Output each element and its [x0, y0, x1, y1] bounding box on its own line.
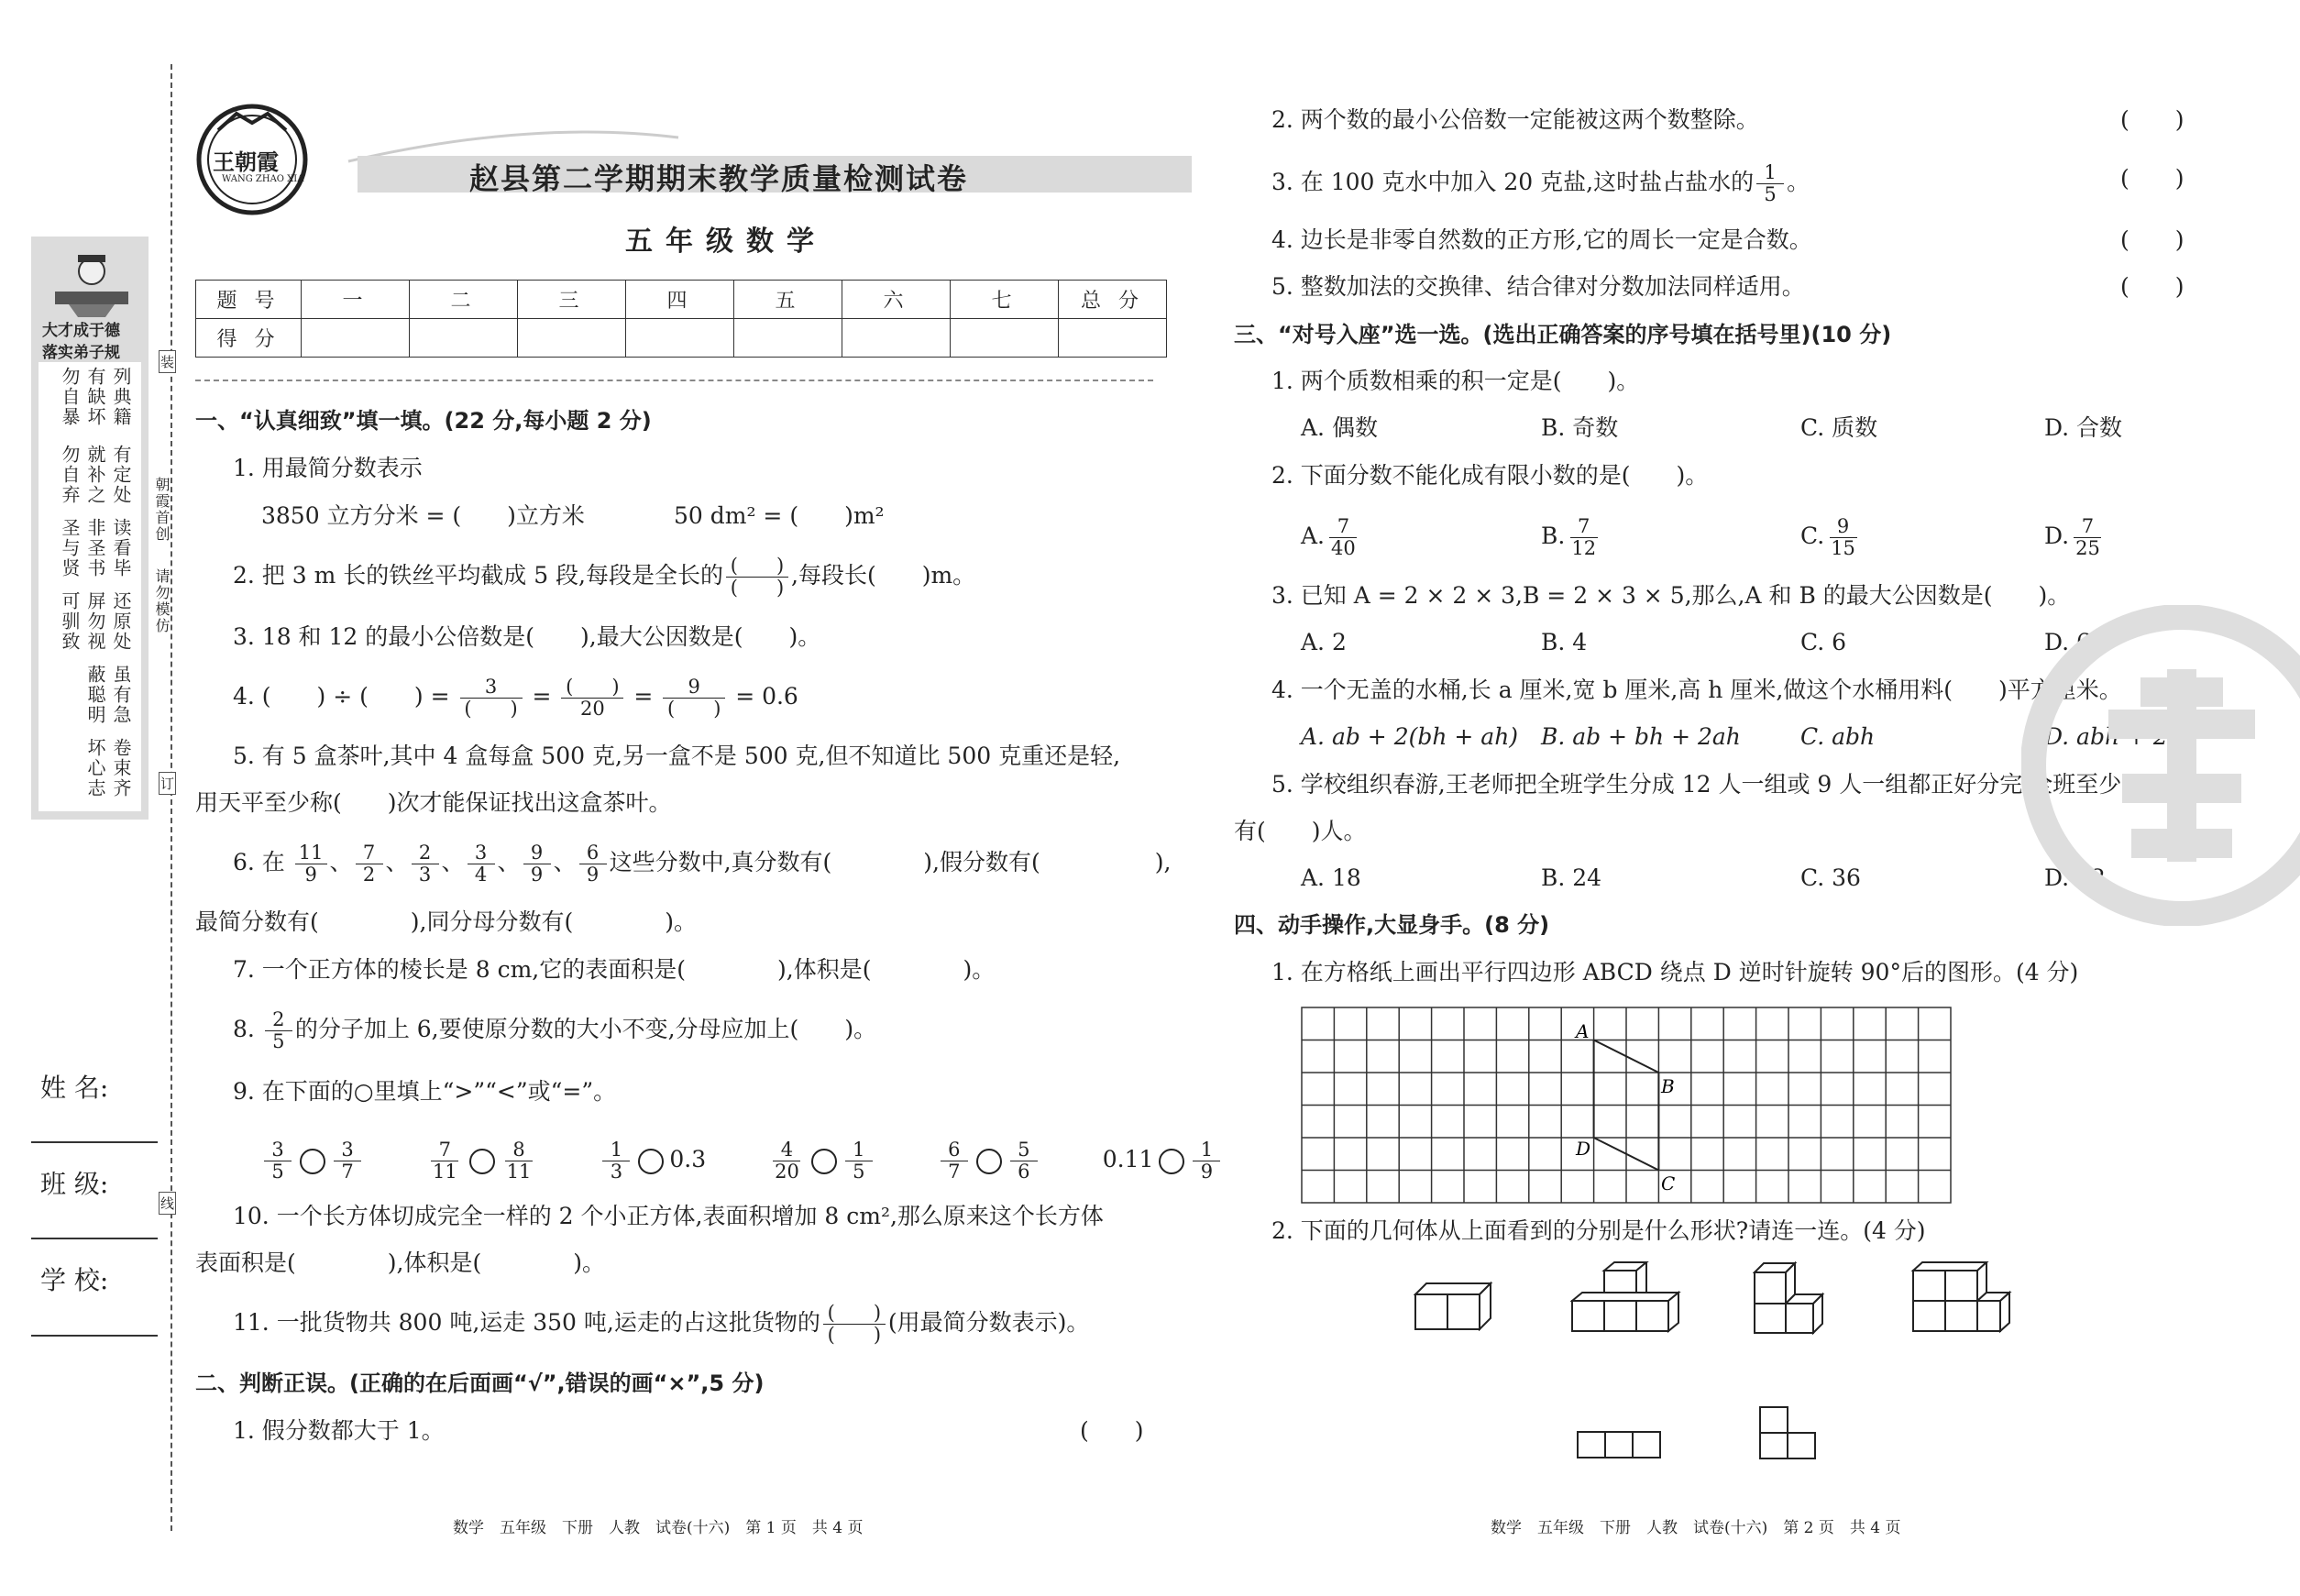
- school-field[interactable]: [31, 1335, 158, 1337]
- section-1-title: 一、“认真细致”填一填。(22 分,每小题 2 分): [195, 408, 652, 434]
- footer-left: 数学 五年级 下册 人教 试卷(十六) 第 1 页 共 4 页: [453, 1519, 864, 1537]
- score-header-cell: 三: [518, 281, 626, 319]
- fraction: $\frac{6}{9}$: [579, 842, 607, 886]
- blank-fraction[interactable]: ( ) ( ): [726, 556, 788, 599]
- top-view-2[interactable]: [1758, 1405, 1817, 1460]
- solid-figure-3[interactable]: [1753, 1261, 1826, 1335]
- score-table: [195, 280, 1167, 358]
- class-field[interactable]: [31, 1238, 158, 1239]
- option[interactable]: B. ab + bh + 2ah: [1541, 723, 1741, 750]
- compare-item: [426, 1139, 537, 1183]
- s1-q6-lead: 6. 在: [233, 849, 285, 875]
- solid-figure-4[interactable]: [1911, 1261, 2014, 1335]
- answer-paren[interactable]: ( ): [2120, 106, 2184, 133]
- s1-q1-line-b: 50 dm² = ( )m²: [674, 502, 885, 529]
- sidebar-col: 勿自弃: [59, 445, 81, 505]
- answer-paren[interactable]: ( ): [2120, 226, 2184, 253]
- sidebar-col: 勿自暴: [59, 367, 81, 427]
- sidebar-col: 非圣书: [84, 518, 106, 578]
- sidebar-note: 请勿模仿: [153, 568, 171, 634]
- binding-line: [171, 64, 172, 1531]
- s1-q6: [233, 842, 1171, 886]
- point-label: C: [1661, 1172, 1676, 1194]
- fraction: $\frac{1}{5}$: [1756, 162, 1784, 205]
- name-label: 姓 名:: [40, 1073, 109, 1103]
- separator: 、: [553, 849, 577, 875]
- point-label: A: [1576, 1020, 1590, 1042]
- point-label: D: [1576, 1138, 1591, 1160]
- sidebar-col: 读看毕: [110, 518, 132, 578]
- fraction: $\frac{6}{7}$: [941, 1139, 968, 1183]
- fraction: $\frac{1}{5}$: [845, 1139, 873, 1183]
- s1-q4-lead: 4. ( ) ÷ ( ) =: [233, 683, 450, 710]
- score-cell[interactable]: [410, 319, 518, 358]
- fraction: $\frac{3}{4}$: [468, 842, 495, 886]
- option[interactable]: C. 6: [1800, 629, 1847, 655]
- sidebar-col: 卷束齐: [110, 738, 132, 798]
- compare-circle[interactable]: [638, 1149, 664, 1174]
- section-3-title: 三、“对号入座”选一选。(选出正确答案的序号填在括号里)(10 分): [1234, 322, 1892, 347]
- compare-circle[interactable]: [811, 1149, 837, 1174]
- s1-q11-tail: (用最简分数表示)。: [887, 1309, 1090, 1336]
- s4-q2: 2. 下面的几何体从上面看到的分别是什么形状?请连一连。(4 分): [1271, 1217, 1926, 1244]
- s1-q2-tail: ,每段长( )m。: [791, 562, 976, 589]
- fraction: $\frac{4}{20}$: [775, 1139, 799, 1183]
- s1-q6-line2: 最简分数有( ),同分母分数有( )。: [195, 908, 697, 935]
- seal-char: 装: [159, 350, 176, 373]
- seal-char: 订: [159, 772, 176, 795]
- top-view-1[interactable]: [1576, 1430, 1662, 1459]
- fraction: $\frac{7}{11}$: [432, 1139, 457, 1183]
- score-table-score-row: [196, 319, 1167, 358]
- s1-q5-line1: 5. 有 5 盒茶叶,其中 4 盒每盒 500 克,另一盒不是 500 克,但不知道比 500 克重还是轻,: [233, 743, 1121, 769]
- option[interactable]: C. 质数: [1800, 414, 1878, 441]
- separator: 、: [441, 849, 465, 875]
- s1-q9-items: [261, 1139, 1223, 1183]
- fraction: $\frac{1}{3}$: [602, 1139, 630, 1183]
- option[interactable]: A. ab + 2(bh + ah): [1301, 723, 1519, 750]
- fraction: $\frac{2}{3}$: [412, 842, 439, 886]
- option[interactable]: C. $\frac{9}{15}$: [1800, 515, 1855, 559]
- score-header-cell: 六: [842, 281, 951, 319]
- s3-q1: 1. 两个质数相乘的积一定是( )。: [1271, 368, 1640, 394]
- sidebar-col: 就补之: [84, 445, 106, 505]
- subject-title: 五年级数学: [625, 226, 827, 258]
- s1-q10-line2: 表面积是( ),体积是( )。: [195, 1249, 605, 1276]
- sidebar-col: 列典籍: [110, 367, 132, 427]
- s2-item-1: 1. 假分数都大于 1。: [233, 1417, 445, 1444]
- s1-q1: 1. 用最简分数表示: [233, 455, 423, 481]
- s1-q8: [233, 1009, 876, 1052]
- s4-q1: 1. 在方格纸上画出平行四边形 ABCD 绕点 D 逆时针旋转 90°后的图形。(4 分): [1271, 959, 2079, 985]
- header-divider: [195, 380, 1153, 381]
- s1-q8-lead: 8.: [233, 1016, 255, 1042]
- sidebar-col: 屏勿视: [84, 591, 106, 652]
- compare-circle[interactable]: [469, 1149, 495, 1174]
- s3-q4: 4. 一个无盖的水桶,长 a 厘米,宽 b 厘米,高 h 厘米,做这个水桶用料( )平方厘米。: [1271, 677, 2122, 703]
- compare-circle[interactable]: [976, 1149, 1002, 1174]
- option[interactable]: A. 18: [1301, 864, 1361, 891]
- s1-q2: [233, 556, 975, 599]
- answer-paren[interactable]: ( ): [1080, 1417, 1144, 1444]
- score-cell[interactable]: [518, 319, 626, 358]
- option[interactable]: A. $\frac{7}{40}$: [1301, 515, 1356, 559]
- score-cell[interactable]: [1059, 319, 1167, 358]
- s2-item-2: 2. 两个数的最小公倍数一定能被这两个数整除。: [1271, 106, 1759, 133]
- class-label: 班 级:: [40, 1169, 109, 1199]
- s3-q5-line2: 有( )人。: [1234, 818, 1367, 844]
- s1-q8-tail: 的分子加上 6,要使原分数的大小不变,分母应加上( )。: [294, 1016, 877, 1042]
- fraction: $\frac{1}{9}$: [1193, 1139, 1220, 1183]
- separator: 、: [329, 849, 353, 875]
- compare-item: [768, 1139, 875, 1183]
- score-header-cell: 二: [410, 281, 518, 319]
- score-header-cell: 一: [302, 281, 410, 319]
- sidebar-col: 圣与贤: [59, 518, 81, 578]
- sidebar-col: 有缺坏: [84, 367, 106, 427]
- fraction: $\frac{7}{2}$: [356, 842, 383, 886]
- score-header-cell: 七: [951, 281, 1059, 319]
- logo-subtext: WANG ZHAO XIA: [222, 174, 304, 184]
- school-label: 学 校:: [40, 1265, 109, 1295]
- option[interactable]: D. 72: [2044, 864, 2106, 891]
- fraction: ( ) 20: [561, 677, 623, 720]
- option[interactable]: B. 4: [1541, 629, 1588, 655]
- grid-paper[interactable]: [1301, 1007, 1953, 1206]
- s1-q4-tail: = 0.6: [735, 683, 798, 710]
- compare-value: 0.3: [669, 1146, 707, 1172]
- compare-item: [261, 1139, 364, 1183]
- equals-sign: =: [532, 683, 552, 710]
- sidebar-col: 虽有急: [110, 665, 132, 725]
- solid-figure-1[interactable]: [1414, 1276, 1496, 1331]
- compare-item: [938, 1139, 1040, 1183]
- s2-item-3: [1271, 162, 1810, 205]
- option[interactable]: A. 2: [1301, 629, 1347, 655]
- score-header-cell: 总 分: [1059, 281, 1167, 319]
- option[interactable]: D. $\frac{7}{25}$: [2044, 515, 2100, 559]
- option[interactable]: D. 合数: [2044, 414, 2123, 441]
- section-2-title: 二、判断正误。(正确的在后面画“√”,错误的画“×”,5 分): [195, 1370, 765, 1396]
- compare-value: 0.11: [1102, 1146, 1154, 1172]
- name-field[interactable]: [31, 1141, 158, 1143]
- s2-item-4: 4. 边长是非零自然数的正方形,它的周长一定是合数。: [1271, 226, 1812, 253]
- sidebar-col: 可驯致: [59, 591, 81, 652]
- s2-item-3-text: 3. 在 100 克水中加入 20 克盐,这时盐占盐水的: [1271, 169, 1755, 195]
- option[interactable]: B. $\frac{7}{12}$: [1541, 515, 1597, 559]
- score-cell[interactable]: [302, 319, 410, 358]
- s1-q3: 3. 18 和 12 的最小公倍数是( ),最大公因数是( )。: [233, 623, 821, 650]
- score-cell[interactable]: [842, 319, 951, 358]
- s2-item-5: 5. 整数加法的交换律、结合律对分数加法同样适用。: [1271, 273, 1805, 300]
- score-header-cell: 五: [734, 281, 842, 319]
- compare-item: [600, 1139, 707, 1183]
- option[interactable]: C. abh: [1800, 723, 1876, 750]
- s1-q4: [233, 677, 798, 720]
- score-table-header-row: [196, 281, 1167, 319]
- s1-q11-text: 11. 一批货物共 800 吨,运走 350 吨,运走的占这批货物的: [233, 1309, 820, 1336]
- s1-q7: 7. 一个正方体的棱长是 8 cm,它的表面积是( ),体积是( )。: [233, 956, 996, 983]
- compare-circle[interactable]: [1159, 1149, 1184, 1174]
- fraction: $\frac{2}{5}$: [265, 1009, 292, 1052]
- option[interactable]: B. 24: [1541, 864, 1602, 891]
- separator: 、: [497, 849, 521, 875]
- compare-circle[interactable]: [300, 1149, 325, 1174]
- fraction: $\frac{11}{9}$: [295, 842, 327, 886]
- score-header-cell: 四: [626, 281, 734, 319]
- fraction: 9 ( ): [663, 677, 725, 720]
- option[interactable]: D. 60: [2044, 629, 2106, 655]
- watermark-seal: [2021, 605, 2300, 926]
- sidebar-slogan-1: 大才成于德: [42, 322, 120, 340]
- sidebar-col: 还原处: [110, 591, 132, 652]
- s3-q2: 2. 下面分数不能化成有限小数的是( )。: [1271, 462, 1709, 489]
- sidebar-col: 蔽聪明: [84, 665, 106, 725]
- s1-q5-line2: 用天平至少称( )次才能保证找出这盒茶叶。: [195, 789, 672, 816]
- scholar-illustration: [50, 246, 133, 319]
- s1-q11: [233, 1303, 1089, 1346]
- score-cell[interactable]: [951, 319, 1059, 358]
- score-cell[interactable]: [734, 319, 842, 358]
- fraction: 3 ( ): [460, 677, 523, 720]
- footer-right: 数学 五年级 下册 人教 试卷(十六) 第 2 页 共 4 页: [1491, 1519, 1901, 1537]
- score-row-label: 得 分: [196, 319, 302, 358]
- score-cell[interactable]: [626, 319, 734, 358]
- section-4-title: 四、动手操作,大显身手。(8 分): [1234, 912, 1550, 938]
- s1-q1-line-a: 3850 立方分米 = ( )立方米: [261, 502, 585, 529]
- fraction: $\frac{3}{5}$: [264, 1139, 292, 1183]
- exam-title: 赵县第二学期期末教学质量检测试卷: [469, 161, 969, 196]
- compare-item: [1102, 1139, 1224, 1183]
- sidebar-slogan-2: 落实弟子规: [42, 344, 120, 362]
- logo-text: 王朝霞: [213, 149, 279, 175]
- answer-paren[interactable]: ( ): [2120, 165, 2184, 192]
- point-label: B: [1661, 1075, 1675, 1097]
- sidebar-note: 朝霞首创: [153, 477, 171, 543]
- fraction: $\frac{8}{11}$: [506, 1139, 532, 1183]
- s1-q9: 9. 在下面的○里填上“>”“<”或“=”。: [233, 1078, 617, 1105]
- option[interactable]: A. 偶数: [1301, 414, 1378, 441]
- s3-q5-line1: 5. 学校组织春游,王老师把全班学生分成 12 人一组或 9 人一组都正好分完,全班至少: [1271, 771, 2122, 798]
- s2-item-3-tail: 。: [1787, 169, 1810, 195]
- s1-q2-text: 2. 把 3 m 长的铁丝平均截成 5 段,每段是全长的: [233, 562, 723, 589]
- s1-q6-tail: 这些分数中,真分数有( ),假分数有( ),: [609, 849, 1172, 875]
- solid-figure-2[interactable]: [1570, 1261, 1682, 1335]
- s1-q10-line1: 10. 一个长方体切成完全一样的 2 个小正方体,表面积增加 8 cm²,那么原来这个长方体: [233, 1203, 1104, 1229]
- blank-fraction[interactable]: ( ) ( ): [823, 1303, 886, 1346]
- answer-paren[interactable]: ( ): [2120, 273, 2184, 300]
- sidebar-col: 坏心志: [84, 738, 106, 798]
- fraction: $\frac{9}{9}$: [523, 842, 551, 886]
- option[interactable]: D. abh + 2ab: [2044, 723, 2196, 750]
- separator: 、: [385, 849, 409, 875]
- fraction: $\frac{5}{6}$: [1010, 1139, 1038, 1183]
- option[interactable]: C. 36: [1800, 864, 1861, 891]
- s3-q3: 3. 已知 A = 2 × 2 × 3,B = 2 × 3 × 5,那么,A 和 B 的最大公因数是( )。: [1271, 582, 2071, 609]
- option[interactable]: B. 奇数: [1541, 414, 1619, 441]
- equals-sign: =: [633, 683, 654, 710]
- sidebar-col: 有定处: [110, 445, 132, 505]
- seal-char: 线: [159, 1192, 176, 1215]
- fraction: $\frac{3}{7}$: [334, 1139, 361, 1183]
- score-header-cell: 题 号: [196, 281, 302, 319]
